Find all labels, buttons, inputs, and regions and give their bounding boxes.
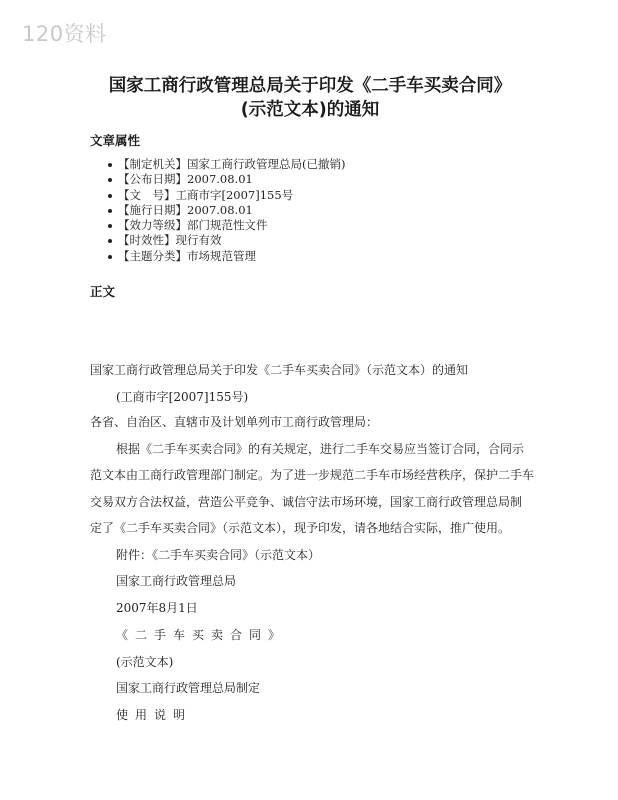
issue-date: 2007年8月1日 [116, 601, 198, 615]
issuer: 国家工商行政管理总局 [116, 574, 237, 588]
page-title-line-2: (示范文本)的通知 [240, 100, 380, 120]
paragraph-line: 范文本由工商行政管理部门制定。为了进一步规范二手车市场经营秩序，保护二手车 [90, 468, 535, 482]
page-title [60, 74, 560, 122]
watermark-logo: 120资料 [22, 22, 107, 46]
property-item: 【公布日期】2007.08.01 [90, 172, 345, 187]
document-number: (工商市字[2007]155号) [116, 390, 249, 404]
document-title: 国家工商行政管理总局关于印发《二手车买卖合同》（示范文本）的通知 [90, 363, 469, 377]
properties-heading: 文章属性 [90, 133, 141, 148]
property-item: 【文 号】工商市字[2007]155号 [90, 188, 345, 203]
property-item: 【效力等级】部门规范性文件 [90, 218, 345, 233]
property-item: 【制定机关】国家工商行政管理总局(已撤销) [90, 157, 345, 172]
property-item: 【时效性】现行有效 [90, 233, 345, 248]
instructions-heading: 使用说明 [116, 708, 193, 722]
contract-title: 《二手车买卖合同》 [116, 628, 288, 642]
paragraph-line: 定了《二手车买卖合同》（示范文本），现予印发，请各地结合实际，推广使用。 [90, 521, 511, 535]
property-item: 【施行日期】2007.08.01 [90, 203, 345, 218]
page-title-line-1: 国家工商行政管理总局关于印发《二手车买卖合同》 [108, 76, 512, 96]
paragraph-line: 根据《二手车买卖合同》的有关规定，进行二手车交易应当签订合同，合同示 [116, 442, 525, 456]
paragraph-line: 交易双方合法权益，营造公平竞争、诚信守法市场环境，国家工商行政管理总局制 [90, 495, 523, 509]
property-item: 【主题分类】市场规范管理 [90, 249, 345, 264]
contract-subtitle: (示范文本) [116, 655, 174, 669]
body-heading: 正文 [90, 284, 116, 299]
salutation: 各省、自治区、直辖市及计划单列市工商行政管理局： [90, 415, 379, 429]
properties-list [90, 157, 345, 264]
drafter: 国家工商行政管理总局制定 [116, 681, 261, 695]
attachment-line: 附件：《二手车买卖合同》（示范文本） [116, 548, 321, 562]
